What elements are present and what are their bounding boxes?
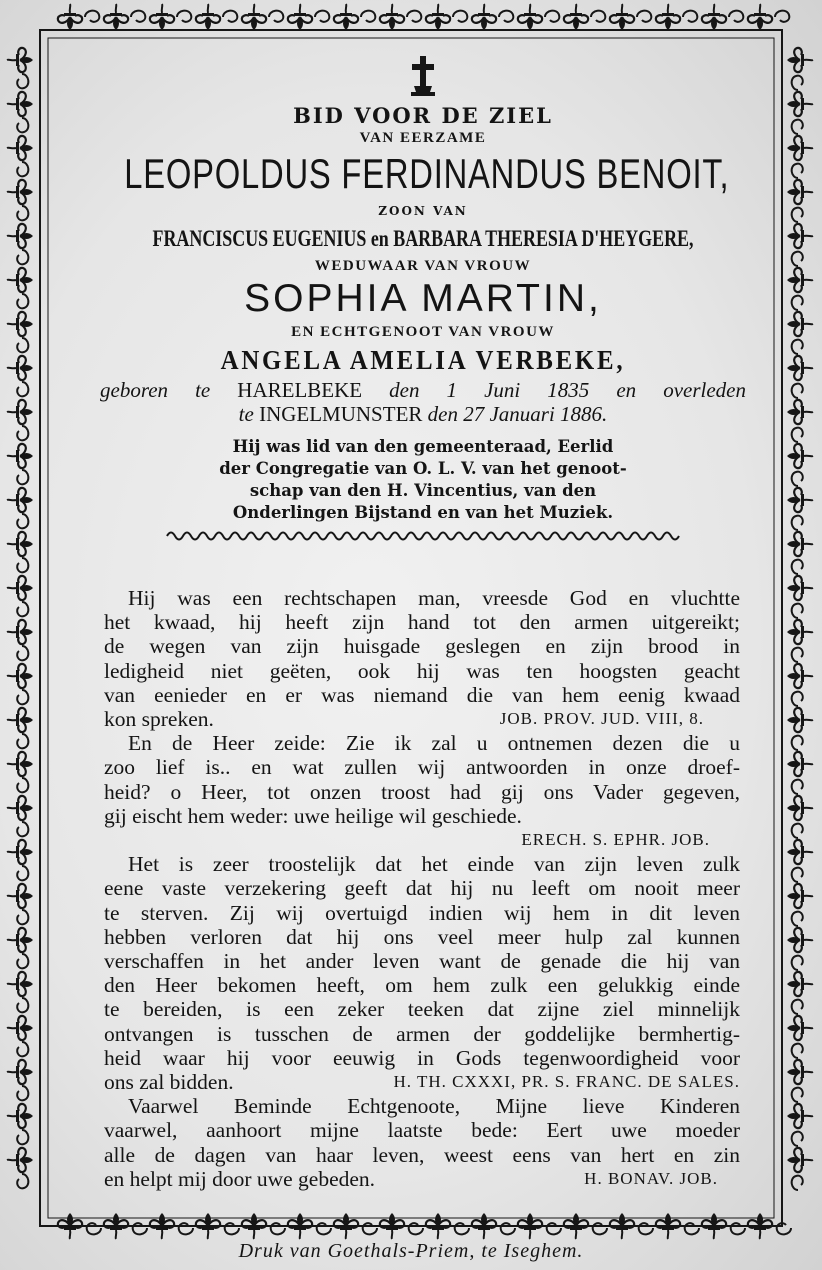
membership-line: der Congregatie van O. L. V. van het genoot- (219, 459, 627, 478)
closing-words: en helpt mij door uwe gebeden. (104, 1166, 376, 1191)
fleur-ornament (792, 824, 803, 838)
fleur-ornament (7, 1016, 33, 1040)
fleur-ornament (787, 444, 813, 468)
printer-imprint: Druk van Goethals-Priem, te Iseghem. (238, 1240, 584, 1262)
fleur-ornament (792, 296, 803, 310)
citation: H. TH. CXXXI, PR. S. FRANC. DE SALES. (393, 1072, 740, 1092)
fleur-ornament (7, 1104, 33, 1128)
second-wife-name: ANGELA AMELIA VERBEKE, (220, 345, 626, 375)
paragraph-4-closing (104, 1167, 740, 1191)
fleur-ornament (787, 752, 813, 776)
fleur-ornament (17, 250, 28, 264)
text-line: van eenieder en er was niemand die van hem eenig kwaad (104, 682, 740, 707)
fleur-ornament (409, 1223, 423, 1234)
fleur-ornament (792, 604, 803, 618)
closing-words: ons zal bidden. (104, 1070, 234, 1095)
fleur-ornament (104, 4, 128, 30)
fleur-ornament (787, 92, 813, 116)
fleur-ornament (17, 206, 28, 220)
fleur-ornament (131, 11, 145, 22)
fleur-ornament (58, 4, 82, 30)
fleur-ornament (17, 866, 28, 880)
fleur-ornament (17, 74, 28, 88)
fleur-ornament (787, 708, 813, 732)
fleur-ornament (787, 532, 813, 556)
fleur-ornament (17, 734, 28, 748)
paragraph-2-closing (104, 804, 740, 852)
fleur-ornament (792, 120, 803, 134)
fleur-ornament (453, 11, 467, 22)
zoon-van: ZOON VAN (378, 204, 468, 218)
fleur-ornament (85, 11, 99, 22)
fleur-ornament (380, 4, 404, 30)
fleur-ornament (792, 516, 803, 530)
header-block (100, 48, 746, 546)
weduwaar-van: WEDUWAAR VAN VROUW (314, 258, 532, 274)
fleur-ornament (792, 956, 803, 970)
fleur-ornament (315, 11, 329, 22)
birth-date: den 1 Juni 1835 en overleden (389, 378, 746, 402)
fleur-ornament (17, 470, 28, 484)
fleur-ornament (17, 690, 28, 704)
fleur-ornament (787, 356, 813, 380)
fleur-ornament (288, 4, 312, 30)
fleur-ornament (7, 92, 33, 116)
fleur-ornament (792, 384, 803, 398)
fleur-ornament (501, 1223, 515, 1234)
fleur-ornament (7, 884, 33, 908)
birth-line (100, 378, 746, 402)
fleur-ornament (787, 1016, 813, 1040)
fleur-ornament (637, 11, 651, 22)
fleur-ornament (683, 11, 697, 22)
fleur-ornament (7, 444, 33, 468)
fleur-ornament (518, 4, 542, 30)
fleur-ornament (455, 1223, 469, 1234)
geboren-label: geboren te (100, 378, 211, 402)
fleur-ornament (7, 532, 33, 556)
fleur-ornament (17, 822, 28, 836)
fleur-ornament (17, 1042, 28, 1056)
fleur-ornament (271, 1223, 285, 1234)
fleur-ornament (133, 1223, 147, 1234)
citation: ERECH. S. EPHR. JOB. (521, 830, 710, 850)
paragraph-1-closing (104, 707, 740, 731)
fleur-ornament (792, 76, 803, 90)
fleur-ornament (17, 602, 28, 616)
fleur-ornament (426, 4, 450, 30)
fleur-ornament (196, 4, 220, 30)
wavy-divider (163, 528, 683, 544)
fleur-ornament (787, 796, 813, 820)
fleur-ornament (17, 910, 28, 924)
fleur-ornament (7, 752, 33, 776)
fleur-ornament (787, 312, 813, 336)
fleur-ornament (792, 648, 803, 662)
fleur-ornament (7, 356, 33, 380)
fleur-ornament (792, 1176, 803, 1190)
paragraph-4 (104, 1094, 740, 1167)
fleur-ornament (17, 1086, 28, 1100)
te-label: te (238, 402, 254, 426)
paragraph-3 (104, 852, 740, 1070)
fleur-ornament (787, 136, 813, 160)
fleur-ornament (792, 736, 803, 750)
fleur-ornament (7, 928, 33, 952)
echtgenoot-van: EN ECHTGENOOT VAN VROUW (291, 324, 555, 340)
citation: JOB. PROV. JUD. VIII, 8. (499, 709, 704, 729)
fleur-ornament (792, 560, 803, 574)
fleur-ornament (7, 312, 33, 336)
fleur-ornament (499, 11, 513, 22)
fleur-ornament (748, 4, 772, 30)
text-line: En de Heer zeide: Zie ik zal u ontnemen dezen die u (128, 731, 740, 756)
birth-place: HARELBEKE (237, 378, 363, 402)
text-line: te sterven. Zij wij overtuigd indien wij hem in dit leven (104, 900, 740, 925)
fleur-ornament (7, 576, 33, 600)
fleur-ornament (150, 4, 174, 30)
fleur-ornament (7, 972, 33, 996)
fleur-ornament (593, 1223, 607, 1234)
fleur-ornament (17, 426, 28, 440)
fleur-ornament (223, 11, 237, 22)
text-line: te bereiden, is een zeker teeken dat zijne ziel minnelijk (104, 997, 740, 1022)
fleur-ornament (792, 1088, 803, 1102)
fleur-ornament (7, 224, 33, 248)
fleur-ornament (7, 796, 33, 820)
text-line: heid? o Heer, tot onzen troost had gij ons Vader gegeven, (104, 779, 740, 804)
fleur-ornament (7, 268, 33, 292)
closing-words: kon spreken. (104, 707, 214, 732)
fleur-ornament (792, 340, 803, 354)
fleur-ornament (472, 4, 496, 30)
fleur-ornament (792, 780, 803, 794)
text-line: den Heer bekomen heeft, om hem zulk een gelukkig einde (104, 973, 740, 998)
membership-text (110, 436, 736, 524)
fleur-ornament (792, 1044, 803, 1058)
fleur-ornament (610, 4, 634, 30)
prayer-heading: BID VOOR DE ZIEL (293, 103, 553, 128)
fleur-ornament (787, 180, 813, 204)
fleur-ornament (547, 1223, 561, 1234)
fleur-ornament (179, 1223, 193, 1234)
fleur-ornament (545, 11, 559, 22)
fleur-ornament (17, 954, 28, 968)
fleur-ornament (787, 972, 813, 996)
text-line: Hij was een rechtschapen man, vreesde God en vluchtte (128, 586, 740, 610)
fleur-ornament (17, 646, 28, 660)
fleur-ornament (702, 4, 726, 30)
fleur-ornament (225, 1223, 239, 1234)
fleur-ornament (787, 620, 813, 644)
closing-words: gij eischt hem weder: uwe heilige wil geschiede. (104, 803, 522, 828)
fleur-ornament (591, 11, 605, 22)
text-line: ontvangen is tusschen de armen der goddelijke bermhertig- (104, 1021, 740, 1046)
fleur-ornament (7, 620, 33, 644)
paragraph-2 (104, 731, 740, 804)
text-line: verschaffen in het ander leven want de genade die hij van (104, 949, 740, 974)
fleur-ornament (17, 118, 28, 132)
death-line (100, 402, 746, 426)
fleur-ornament (787, 1104, 813, 1128)
text-line: heid waar hij voor eeuwig in Gods tegenwoordigheid voor (104, 1045, 740, 1070)
fleur-ornament (363, 1223, 377, 1234)
fleur-ornament (792, 692, 803, 706)
fleur-ornament (792, 428, 803, 442)
fleur-ornament (17, 1130, 28, 1144)
death-date: den 27 Januari 1886. (427, 402, 608, 426)
fleur-ornament (792, 252, 803, 266)
fleur-ornament (792, 868, 803, 882)
fleur-ornament (7, 488, 33, 512)
fleur-ornament (787, 400, 813, 424)
citation: H. BONAV. JOB. (584, 1168, 718, 1188)
membership-line: schap van den H. Vincentius, van den (249, 481, 597, 500)
fleur-ornament (7, 1148, 33, 1172)
fleur-ornament (17, 338, 28, 352)
fleur-ornament (7, 180, 33, 204)
fleur-ornament (731, 1223, 745, 1234)
fleur-ornament (87, 1223, 101, 1234)
fleur-ornament (787, 884, 813, 908)
fleur-ornament (17, 1174, 28, 1188)
fleur-ornament (787, 488, 813, 512)
fleur-ornament (17, 514, 28, 528)
fleur-ornament (639, 1223, 653, 1234)
fleur-ornament (787, 664, 813, 688)
fleur-ornament (792, 912, 803, 926)
fleur-ornament (7, 1060, 33, 1084)
membership-line: Hij was lid van den gemeenteraad, Eerlid (232, 437, 614, 456)
fleur-ornament (564, 4, 588, 30)
fleur-ornament (17, 778, 28, 792)
fleur-ornament (787, 1148, 813, 1172)
fleur-ornament (361, 11, 375, 22)
fleur-ornament (787, 268, 813, 292)
death-place: INGELMUNSTER (259, 402, 423, 426)
text-line: Het is zeer troostelijk dat het einde van zijn leven zulk (128, 852, 740, 877)
fleur-ornament (7, 400, 33, 424)
fleur-ornament (792, 208, 803, 222)
text-line: zoo lief is.. en wat zullen wij antwoorden in onze droef- (104, 755, 740, 780)
fleur-ornament (787, 48, 813, 72)
scripture-text (104, 586, 740, 1191)
text-line: alle de dagen van haar leven, weest eens van hert en zin (104, 1142, 740, 1167)
fleur-ornament (787, 576, 813, 600)
fleur-ornament (17, 998, 28, 1012)
fleur-ornament (17, 162, 28, 176)
fleur-ornament (787, 1060, 813, 1084)
fleur-ornament (317, 1223, 331, 1234)
paragraph-3-closing (104, 1070, 740, 1094)
fleur-ornament (7, 48, 33, 72)
text-line: eene vaste verzekering geeft dat hij nu leeft om nooit meer (104, 876, 740, 901)
deceased-name: LEOPOLDUS FERDINANDUS BENOIT, (124, 150, 730, 197)
fleur-ornament (407, 11, 421, 22)
fleur-ornament (685, 1223, 699, 1234)
paragraph-1 (104, 586, 740, 707)
first-wife-name: SOPHIA MARTIN, (244, 277, 602, 320)
fleur-ornament (17, 382, 28, 396)
fleur-ornament (7, 708, 33, 732)
text-line: Vaarwel Beminde Echtgenoote, Mijne lieve Kinderen (128, 1094, 740, 1119)
fleur-ornament (7, 840, 33, 864)
van-eerzame: VAN EERZAME (359, 130, 487, 146)
fleur-ornament (775, 11, 789, 22)
fleur-ornament (792, 164, 803, 178)
fleur-ornament (787, 840, 813, 864)
text-line: de wegen van zijn huisgade geslegen en zijn brood in (104, 634, 740, 659)
text-line: het kwaad, hij heeft zijn hand tot den armen uitgereikt; (104, 610, 740, 635)
fleur-ornament (787, 928, 813, 952)
fleur-ornament (269, 11, 283, 22)
fleur-ornament (177, 11, 191, 22)
fleur-ornament (242, 4, 266, 30)
fleur-ornament (777, 1223, 791, 1234)
text-line: ledigheid niet geëten, ook hij was ten hoogsten geacht (104, 658, 740, 683)
fleur-ornament (334, 4, 358, 30)
fleur-ornament (7, 136, 33, 160)
text-line: vaarwel, aanhoort mijne laatste bede: Eert uwe moeder (104, 1118, 740, 1143)
fleur-ornament (792, 472, 803, 486)
fleur-ornament (17, 558, 28, 572)
fleur-ornament (17, 294, 28, 308)
fleur-ornament (656, 4, 680, 30)
cross-icon (406, 54, 440, 98)
fleur-ornament (729, 11, 743, 22)
membership-line: Onderlingen Bijstand en van het Muziek. (232, 503, 614, 522)
text-line: hebben verloren dat hij ons veel meer hulp zal kunnen (104, 924, 740, 949)
fleur-ornament (7, 664, 33, 688)
fleur-ornament (792, 1000, 803, 1014)
fleur-ornament (792, 1132, 803, 1146)
fleur-ornament (787, 224, 813, 248)
parents-names: FRANCISCUS EUGENIUS en BARBARA THERESIA D'HEYGERE, (152, 226, 694, 251)
